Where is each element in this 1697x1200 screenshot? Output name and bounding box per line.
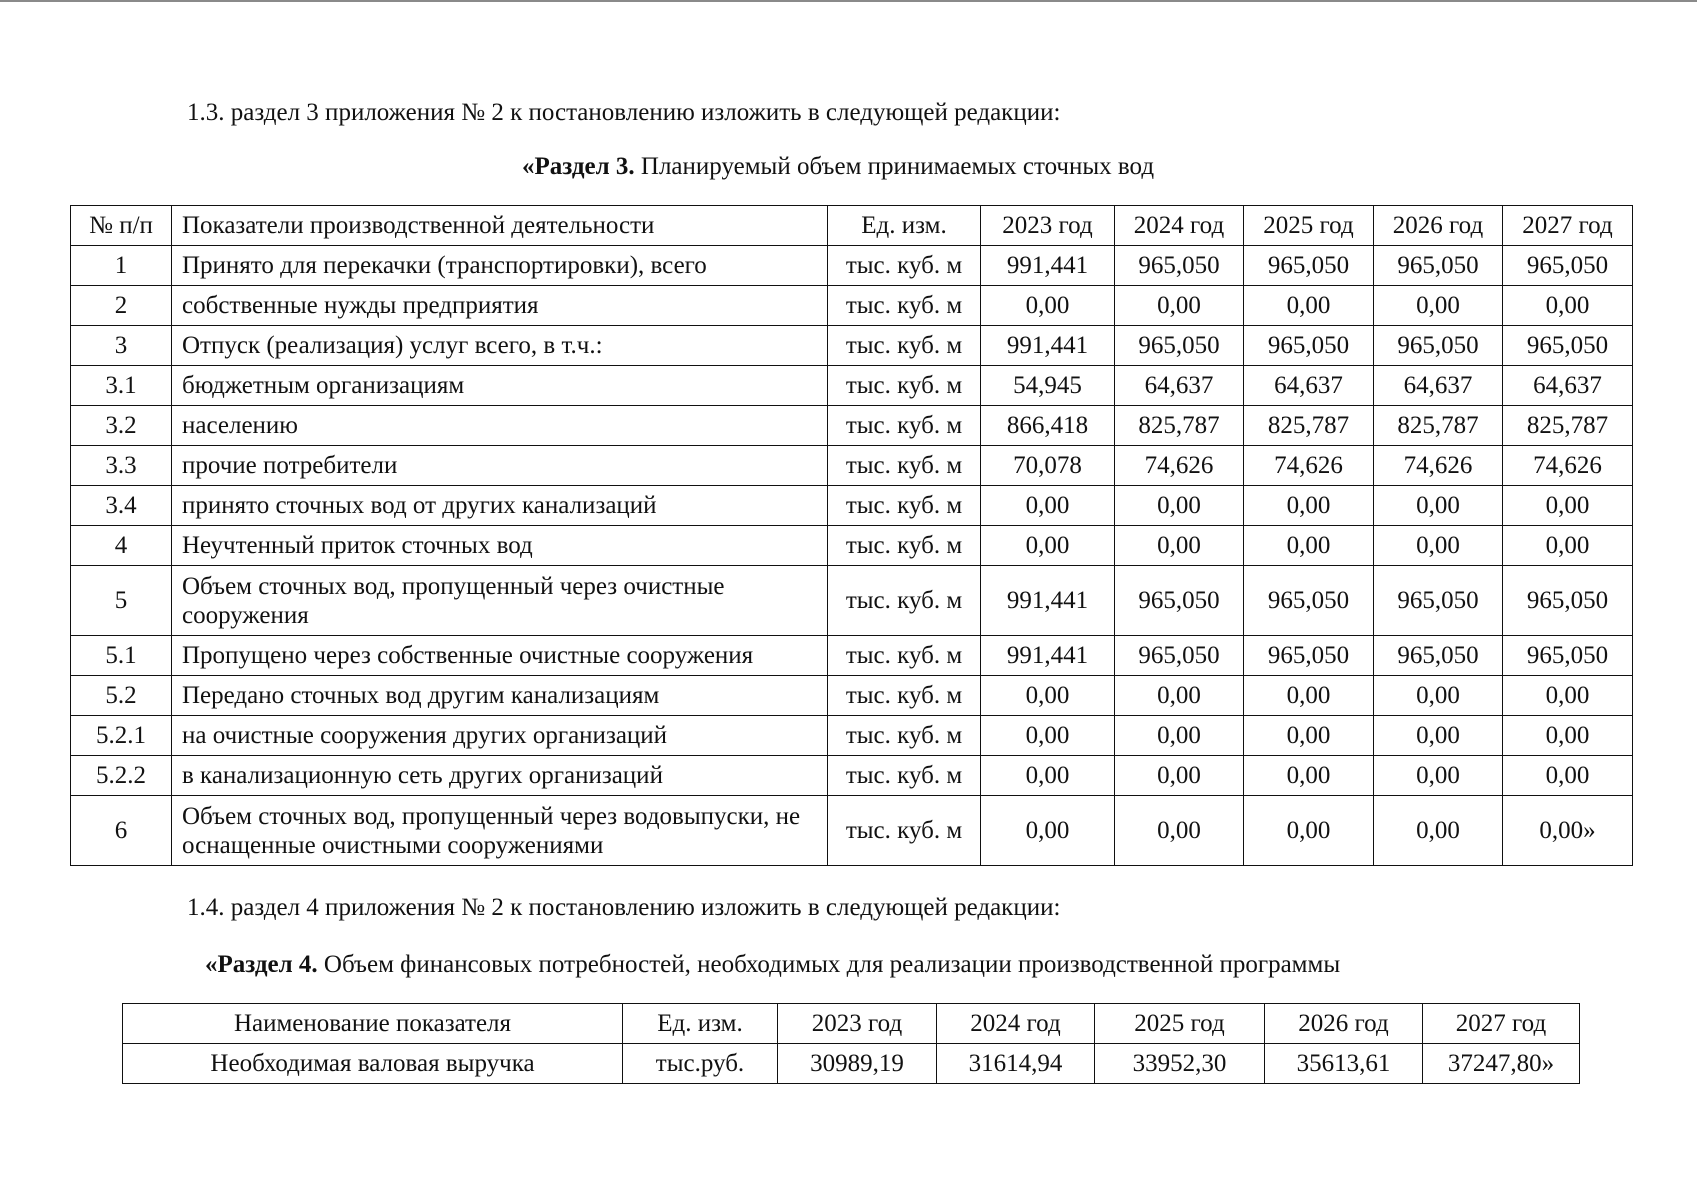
value-cell: 0,00 bbox=[1115, 796, 1244, 866]
value-cell: 965,050 bbox=[1244, 636, 1374, 676]
value-cell: 0,00 bbox=[1374, 756, 1503, 796]
unit-cell: тыс. куб. м bbox=[828, 526, 981, 566]
value-cell: 0,00 bbox=[1374, 716, 1503, 756]
row-number-cell: 5 bbox=[71, 566, 172, 636]
header-cell: Ед. изм. bbox=[828, 206, 981, 246]
header-cell: 2025 год bbox=[1095, 1004, 1265, 1044]
value-cell: 965,050 bbox=[1244, 246, 1374, 286]
table-row bbox=[71, 486, 1633, 526]
value-cell: 991,441 bbox=[981, 636, 1115, 676]
value-cell: 0,00 bbox=[1374, 676, 1503, 716]
value-cell: 0,00 bbox=[1115, 756, 1244, 796]
unit-cell: тыс. куб. м bbox=[828, 246, 981, 286]
indicator-name-cell: бюджетным организациям bbox=[172, 366, 828, 406]
header-cell: Наименование показателя bbox=[123, 1004, 623, 1044]
row-number-cell: 3.2 bbox=[71, 406, 172, 446]
row-number-cell: 5.1 bbox=[71, 636, 172, 676]
table-row bbox=[71, 566, 1633, 636]
unit-cell: тыс. куб. м bbox=[828, 366, 981, 406]
section4-heading-rest: Объем финансовых потребностей, необходимых для реализации производственной программы bbox=[317, 951, 1341, 978]
value-cell: 965,050 bbox=[1244, 566, 1374, 636]
unit-cell: тыс. куб. м bbox=[828, 406, 981, 446]
header-cell: Ед. изм. bbox=[623, 1004, 778, 1044]
value-cell: 70,078 bbox=[981, 446, 1115, 486]
table-row bbox=[71, 756, 1633, 796]
value-cell: 965,050 bbox=[1244, 326, 1374, 366]
table-row bbox=[123, 1044, 1580, 1084]
header-cell: 2026 год bbox=[1374, 206, 1503, 246]
indicator-name-cell: собственные нужды предприятия bbox=[172, 286, 828, 326]
indicator-name-cell: в канализационную сеть других организаций bbox=[172, 756, 828, 796]
value-cell: 35613,61 bbox=[1265, 1044, 1423, 1084]
row-number-cell: 2 bbox=[71, 286, 172, 326]
value-cell: 965,050 bbox=[1503, 566, 1633, 636]
value-cell: 0,00 bbox=[1374, 286, 1503, 326]
row-number-cell: 5.2.1 bbox=[71, 716, 172, 756]
header-cell: 2026 год bbox=[1265, 1004, 1423, 1044]
row-number-cell: 3.1 bbox=[71, 366, 172, 406]
value-cell: 64,637 bbox=[1115, 366, 1244, 406]
value-cell: 991,441 bbox=[981, 566, 1115, 636]
table-row bbox=[71, 796, 1633, 866]
value-cell: 0,00 bbox=[981, 286, 1115, 326]
unit-cell: тыс. куб. м bbox=[828, 636, 981, 676]
value-cell: 825,787 bbox=[1244, 406, 1374, 446]
value-cell: 825,787 bbox=[1503, 406, 1633, 446]
value-cell: 74,626 bbox=[1503, 446, 1633, 486]
table-row bbox=[71, 636, 1633, 676]
value-cell: 0,00 bbox=[1244, 526, 1374, 566]
indicator-name-cell: Принято для перекачки (транспортировки), всего bbox=[172, 246, 828, 286]
value-cell: 965,050 bbox=[1115, 566, 1244, 636]
value-cell: 0,00 bbox=[1244, 796, 1374, 866]
value-cell: 64,637 bbox=[1244, 366, 1374, 406]
value-cell: 965,050 bbox=[1115, 636, 1244, 676]
header-cell: 2024 год bbox=[1115, 206, 1244, 246]
value-cell: 965,050 bbox=[1503, 326, 1633, 366]
table-row bbox=[71, 326, 1633, 366]
indicator-name-cell: Необходимая валовая выручка bbox=[123, 1044, 623, 1084]
value-cell: 0,00 bbox=[1244, 286, 1374, 326]
unit-cell: тыс. куб. м bbox=[828, 326, 981, 366]
value-cell: 64,637 bbox=[1503, 366, 1633, 406]
value-cell: 965,050 bbox=[1115, 326, 1244, 366]
table-row bbox=[71, 676, 1633, 716]
value-cell: 0,00 bbox=[1374, 486, 1503, 526]
table-header-row bbox=[123, 1004, 1580, 1044]
value-cell: 74,626 bbox=[1244, 446, 1374, 486]
header-cell: 2023 год bbox=[778, 1004, 937, 1044]
value-cell: 0,00 bbox=[981, 526, 1115, 566]
value-cell: 0,00 bbox=[1503, 486, 1633, 526]
table-row bbox=[71, 716, 1633, 756]
indicator-name-cell: на очистные сооружения других организаций bbox=[172, 716, 828, 756]
value-cell: 31614,94 bbox=[937, 1044, 1095, 1084]
indicator-name-cell: Отпуск (реализация) услуг всего, в т.ч.: bbox=[172, 326, 828, 366]
section3-heading bbox=[522, 152, 1154, 182]
indicator-name-cell: принято сточных вод от других канализаций bbox=[172, 486, 828, 526]
header-cell: 2027 год bbox=[1503, 206, 1633, 246]
indicator-name-cell: Передано сточных вод другим канализациям bbox=[172, 676, 828, 716]
value-cell: 0,00 bbox=[1115, 716, 1244, 756]
value-cell: 0,00 bbox=[1374, 796, 1503, 866]
value-cell: 0,00 bbox=[1374, 526, 1503, 566]
header-cell: 2027 год bbox=[1423, 1004, 1580, 1044]
value-cell: 965,050 bbox=[1374, 566, 1503, 636]
row-number-cell: 3.3 bbox=[71, 446, 172, 486]
table-row bbox=[71, 446, 1633, 486]
value-cell: 0,00 bbox=[1115, 486, 1244, 526]
value-cell: 0,00 bbox=[1503, 756, 1633, 796]
value-cell: 33952,30 bbox=[1095, 1044, 1265, 1084]
value-cell: 0,00 bbox=[1244, 676, 1374, 716]
section4-intro: 1.4. раздел 4 приложения № 2 к постановлению изложить в следующей редакции: bbox=[187, 894, 1061, 921]
table-row bbox=[71, 246, 1633, 286]
table-row bbox=[71, 366, 1633, 406]
value-cell: 0,00 bbox=[1115, 526, 1244, 566]
section4-heading bbox=[205, 950, 1340, 980]
header-cell: 2024 год bbox=[937, 1004, 1095, 1044]
value-cell: 991,441 bbox=[981, 246, 1115, 286]
table-section4 bbox=[122, 1003, 1580, 1084]
indicator-name-cell: Неучтенный приток сточных вод bbox=[172, 526, 828, 566]
value-cell: 0,00 bbox=[1244, 716, 1374, 756]
table-section3 bbox=[70, 205, 1633, 866]
row-number-cell: 1 bbox=[71, 246, 172, 286]
row-number-cell: 5.2.2 bbox=[71, 756, 172, 796]
unit-cell: тыс. куб. м bbox=[828, 286, 981, 326]
value-cell: 825,787 bbox=[1374, 406, 1503, 446]
value-cell: 74,626 bbox=[1374, 446, 1503, 486]
table-header-row bbox=[71, 206, 1633, 246]
indicator-name-cell: Пропущено через собственные очистные сооружения bbox=[172, 636, 828, 676]
value-cell: 30989,19 bbox=[778, 1044, 937, 1084]
header-cell: 2023 год bbox=[981, 206, 1115, 246]
unit-cell: тыс.руб. bbox=[623, 1044, 778, 1084]
indicator-name-cell: Объем сточных вод, пропущенный через водовыпуски, не оснащенные очистными сооружениями bbox=[172, 796, 828, 866]
indicator-name-cell: прочие потребители bbox=[172, 446, 828, 486]
value-cell: 0,00 bbox=[1115, 286, 1244, 326]
header-cell: № п/п bbox=[71, 206, 172, 246]
table-row bbox=[71, 286, 1633, 326]
value-cell: 965,050 bbox=[1374, 246, 1503, 286]
unit-cell: тыс. куб. м bbox=[828, 796, 981, 866]
value-cell: 0,00 bbox=[1503, 676, 1633, 716]
value-cell: 0,00 bbox=[981, 486, 1115, 526]
value-cell: 0,00 bbox=[981, 796, 1115, 866]
value-cell: 0,00» bbox=[1503, 796, 1633, 866]
value-cell: 0,00 bbox=[1503, 716, 1633, 756]
value-cell: 965,050 bbox=[1115, 246, 1244, 286]
row-number-cell: 4 bbox=[71, 526, 172, 566]
indicator-name-cell: Объем сточных вод, пропущенный через очистные сооружения bbox=[172, 566, 828, 636]
value-cell: 0,00 bbox=[981, 756, 1115, 796]
table-section3-body bbox=[71, 206, 1633, 866]
value-cell: 866,418 bbox=[981, 406, 1115, 446]
value-cell: 0,00 bbox=[1115, 676, 1244, 716]
page-top-edge bbox=[0, 0, 1697, 2]
row-number-cell: 5.2 bbox=[71, 676, 172, 716]
section4-heading-bold: «Раздел 4. bbox=[205, 951, 318, 978]
value-cell: 965,050 bbox=[1503, 246, 1633, 286]
value-cell: 0,00 bbox=[981, 676, 1115, 716]
value-cell: 825,787 bbox=[1115, 406, 1244, 446]
unit-cell: тыс. куб. м bbox=[828, 756, 981, 796]
value-cell: 991,441 bbox=[981, 326, 1115, 366]
value-cell: 965,050 bbox=[1374, 636, 1503, 676]
unit-cell: тыс. куб. м bbox=[828, 446, 981, 486]
row-number-cell: 6 bbox=[71, 796, 172, 866]
value-cell: 0,00 bbox=[1503, 286, 1633, 326]
value-cell: 37247,80» bbox=[1423, 1044, 1580, 1084]
unit-cell: тыс. куб. м bbox=[828, 486, 981, 526]
unit-cell: тыс. куб. м bbox=[828, 676, 981, 716]
indicator-name-cell: населению bbox=[172, 406, 828, 446]
row-number-cell: 3 bbox=[71, 326, 172, 366]
value-cell: 54,945 bbox=[981, 366, 1115, 406]
section3-heading-bold: «Раздел 3. bbox=[522, 153, 635, 180]
value-cell: 0,00 bbox=[1244, 756, 1374, 796]
value-cell: 965,050 bbox=[1374, 326, 1503, 366]
header-cell: 2025 год bbox=[1244, 206, 1374, 246]
table-row bbox=[71, 526, 1633, 566]
value-cell: 0,00 bbox=[1503, 526, 1633, 566]
section3-intro: 1.3. раздел 3 приложения № 2 к постановлению изложить в следующей редакции: bbox=[187, 99, 1061, 126]
unit-cell: тыс. куб. м bbox=[828, 716, 981, 756]
value-cell: 74,626 bbox=[1115, 446, 1244, 486]
value-cell: 0,00 bbox=[981, 716, 1115, 756]
value-cell: 0,00 bbox=[1244, 486, 1374, 526]
unit-cell: тыс. куб. м bbox=[828, 566, 981, 636]
table-row bbox=[71, 406, 1633, 446]
header-cell: Показатели производственной деятельности bbox=[172, 206, 828, 246]
value-cell: 64,637 bbox=[1374, 366, 1503, 406]
row-number-cell: 3.4 bbox=[71, 486, 172, 526]
value-cell: 965,050 bbox=[1503, 636, 1633, 676]
section3-heading-rest: Планируемый объем принимаемых сточных вод bbox=[634, 153, 1155, 180]
